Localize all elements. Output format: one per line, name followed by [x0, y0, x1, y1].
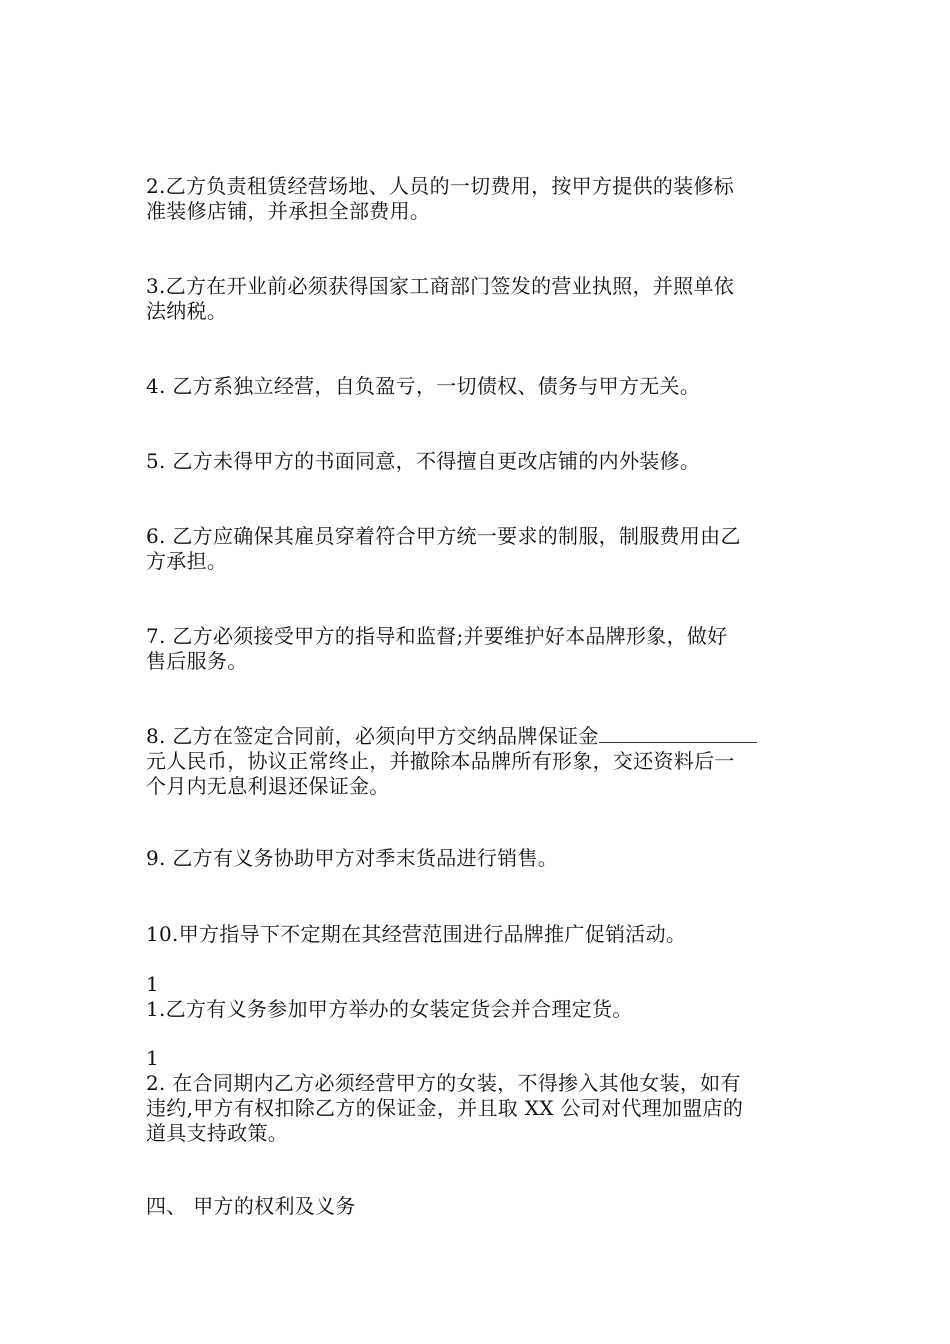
- clause-8-line-2: 元人民币，协议正常终止，并撤除本品牌所有形象，交还资料后一: [146, 749, 735, 773]
- clause-10-line-1: 10.甲方指导下不定期在其经营范围进行品牌推广促销活动。: [146, 922, 687, 946]
- clause-8-text: 8. 乙方在签定合同前，必须向甲方交纳品牌保证金: [146, 724, 599, 748]
- clause-6-line-2: 方承担。: [146, 549, 228, 573]
- clause-6: [146, 524, 811, 574]
- clause-7-line-1: 7. 乙方必须接受甲方的指导和监督;并要维护好本品牌形象，做好: [146, 624, 728, 648]
- clause-3: [146, 274, 811, 324]
- clause-9: [146, 846, 811, 871]
- clause-6-line-1: 6. 乙方应确保其雇员穿着符合甲方统一要求的制服，制服费用由乙: [146, 524, 741, 548]
- clause-7: [146, 624, 811, 674]
- clause-2: [146, 174, 811, 224]
- clause-10: [146, 922, 811, 947]
- clause-11: [146, 972, 811, 1022]
- clause-9-line-1: 9. 乙方有义务协助甲方对季末货品进行销售。: [146, 846, 559, 870]
- section-heading: [146, 1194, 811, 1219]
- clause-7-line-2: 售后服务。: [146, 649, 248, 673]
- clause-4: [146, 374, 811, 399]
- clause-2-line-1: 2.乙方负责租赁经营场地、人员的一切费用，按甲方提供的装修标: [146, 174, 735, 198]
- deposit-amount-blank: [599, 722, 757, 743]
- clause-4-line-1: 4. 乙方系独立经营，自负盈亏，一切债权、债务与甲方无关。: [146, 374, 701, 398]
- clause-8-line-3: 个月内无息利退还保证金。: [146, 774, 390, 798]
- clause-12-line-2: 违约,甲方有权扣除乙方的保证金，并且取 XX 公司对代理加盟店的: [146, 1096, 744, 1120]
- clause-11-number-fragment: 1: [146, 972, 160, 996]
- clause-12: [146, 1046, 811, 1146]
- clause-3-line-1: 3.乙方在开业前必须获得国家工商部门签发的营业执照，并照单依: [146, 274, 735, 298]
- clause-5-line-1: 5. 乙方未得甲方的书面同意，不得擅自更改店铺的内外装修。: [146, 449, 701, 473]
- clause-12-line-3: 道具支持政策。: [146, 1121, 289, 1145]
- clause-5: [146, 449, 811, 474]
- clause-3-line-2: 法纳税。: [146, 299, 228, 323]
- clause-12-number-fragment: 1: [146, 1046, 160, 1070]
- clause-2-line-2: 准装修店铺，并承担全部费用。: [146, 199, 431, 223]
- clause-8-line-1: [146, 722, 811, 749]
- section-heading-text: 四、 甲方的权利及义务: [146, 1194, 356, 1218]
- clause-12-line-1: 2. 在合同期内乙方必须经营甲方的女装，不得掺入其他女装，如有: [146, 1071, 741, 1095]
- clause-8: [146, 722, 811, 799]
- clause-11-line-1: 1.乙方有义务参加甲方举办的女装定货会并合理定货。: [146, 997, 633, 1021]
